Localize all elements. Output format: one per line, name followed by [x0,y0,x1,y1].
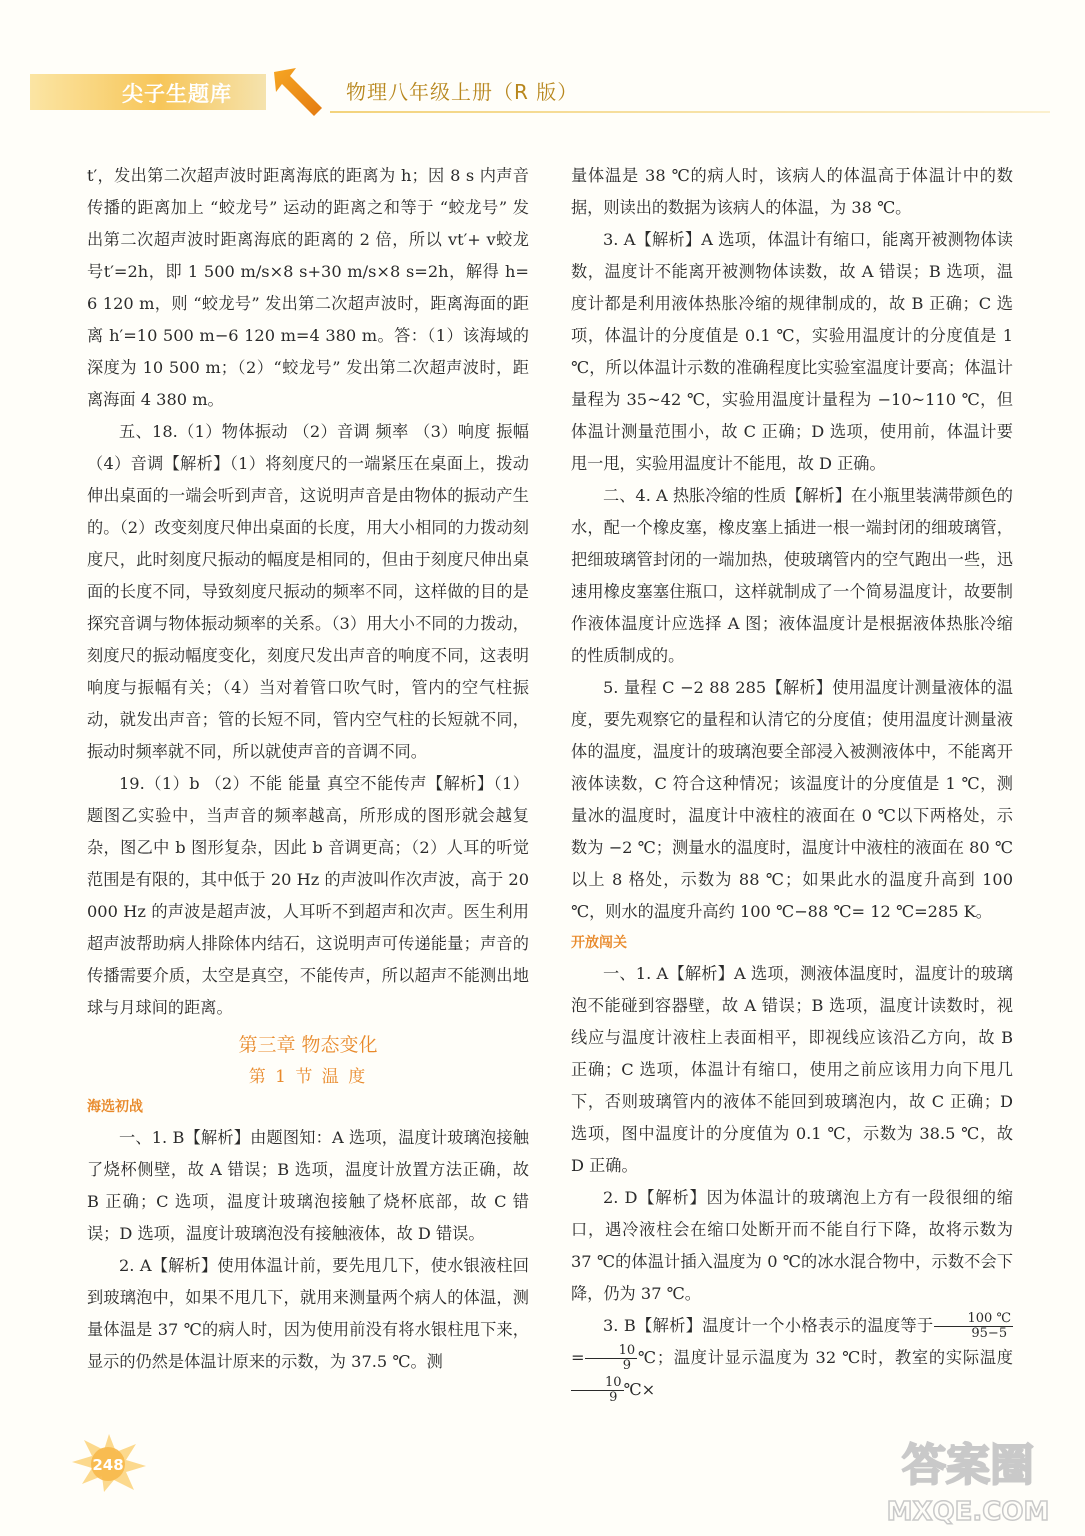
fraction-denominator: 9 [609,1390,618,1405]
watermark-logo [868,1430,1068,1530]
fraction-denominator: 9 [622,1358,631,1373]
subsection-label: 海选初战 [87,1099,143,1115]
brand-label: 尖子生题库 [122,82,232,106]
paragraph: 二、4. A 热胀冷缩的性质【解析】在小瓶里装满带颜色的水，配一个橡皮塞，橡皮塞上插进一根一端封闭的细玻璃管，把细玻璃管封闭的一端加热，使玻璃管内的空气跑出一些，迅速用橡皮塞塞住瓶口，这样就制成了一个简易温度计，故要制作液体温度计应选择 A 图；液体温度计是根据液体热胀冷缩的性质制成的。 [571,486,1013,665]
section-title: 第 1 节 温 度 [248,1067,368,1087]
paragraph-with-fractions [571,1310,1013,1406]
fraction-numerator: 10 [571,1376,624,1391]
page-number-badge [70,1432,148,1494]
paragraph: 19.（1）b （2）不能 能量 真空不能传声【解析】（1）题图乙实验中，当声音的频率越高，所形成的图形就会越复杂，图乙中 b 图形复杂，因此 b 音调更高；（2）人耳的听觉范围是有限的，其中低于 20 Hz 的声波叫作次声波，高于 20 000 Hz 的声波是超声波，人耳听不到超声和次声。医生利用超声波帮助病人排除体内结石，这说明声可传递能量；声音的传播需要介质，太空是真空，不能传声，所以超声不能测出地球与月球间的距离。 [87,774,529,1017]
watermark-text: 答案圈 [902,1440,1034,1491]
paragraph: 5. 量程 C −2 88 285【解析】使用温度计测量液体的温度，要先观察它的量程和认清它的分度值；使用温度计测量液体的温度，温度计的玻璃泡要全部浸入被测液体中，不能离开液体读数，C 符合这种情况；该温度计的分度值是 1 ℃，测量冰的温度时，温度计中液柱的液面在 0 ℃以下两格处，示数为 −2 ℃；测量水的温度时，温度计中液柱的液面在 80 ℃以上 8 格处，示数为 88 ℃；如果此水的温度升高到 100 ℃，则水的温度升高约 100 ℃−88 ℃= 12 ℃=285 K。 [571,678,1013,921]
text-run: = [571,1348,585,1367]
paragraph: 量体温是 38 ℃的病人时，该病人的体温高于体温计中的数据，则读出的数据为该病人的体温，为 38 ℃。 [571,166,1013,217]
fraction [571,1376,624,1405]
page-header [30,70,1060,114]
right-column [571,160,1013,1406]
text-run: ℃；温度计显示温度为 32 ℃时，教室的实际温度 [637,1348,1013,1367]
left-column [87,160,529,1378]
book-title: 物理八年级上册（R 版） [346,80,579,104]
page-number: 248 [92,1456,124,1474]
subsection-label: 开放闯关 [571,935,627,951]
fraction-numerator: 10 [585,1344,638,1359]
fraction [585,1344,638,1373]
arrow-icon [264,66,326,118]
fraction-denominator: 95−5 [971,1326,1008,1341]
brand-banner [30,74,266,110]
paragraph: 2. A【解析】使用体温计前，要先甩几下，使水银液柱回到玻璃泡中，如果不甩几下，就用来测量两个病人的体温，测量体温是 37 ℃的病人时，因为使用前没有将水银柱甩下来，显示的仍然是体温计原来的示数，为 37.5 ℃。测 [87,1256,529,1371]
paragraph: 五、18.（1）物体振动 （2）音调 频率 （3）响度 振幅 （4）音调【解析】（1）将刻度尺的一端紧压在桌面上，拨动伸出桌面的一端会听到声音，这说明声音是由物体的振动产生的。（2）改变刻度尺伸出桌面的长度，用大小相同的力拨动刻度尺，此时刻度尺振动的幅度是相同的，但由于刻度尺伸出桌面的长度不同，导致刻度尺振动的频率不同，这样做的目的是探究音调与物体振动频率的关系。（3）用大小不同的力拨动，刻度尺的振动幅度变化，刻度尺发出声音的响度不同，这表明响度与振幅有关；（4）当对着管口吹气时，管内的空气柱振动，就发出声音；管的长短不同，管内空气柱的长短就不同，振动时频率就不同，所以就使声音的音调不同。 [87,422,529,761]
fraction [934,1312,1014,1341]
text-run: 3. B【解析】温度计一个小格表示的温度等于 [603,1316,934,1335]
paragraph: 一、1. B【解析】由题图知：A 选项，温度计玻璃泡接触了烧杯侧壁，故 A 错误；B 选项，温度计放置方法正确，故 B 正确；C 选项，温度计玻璃泡接触了烧杯底部，故 C 错误；D 选项，温度计玻璃泡没有接触液体，故 D 错误。 [87,1128,529,1243]
chapter-title: 第三章 物态变化 [238,1034,378,1056]
paragraph: 一、1. A【解析】A 选项，测液体温度时，温度计的玻璃泡不能碰到容器壁，故 A 错误；B 选项，温度计读数时，视线应与温度计液柱上表面相平，即视线应该沿乙方向，故 B 正确；C 选项，体温计有缩口，使用之前应该用力向下甩几下，否则玻璃管内的液体不能回到玻璃泡内，故 C 正确；D 选项，图中温度计的分度值为 0.1 ℃，示数为 38.5 ℃，故 D 正确。 [571,964,1013,1175]
header-rule [330,111,1050,113]
paragraph: t′，发出第二次超声波时距离海底的距离为 h；因 8 s 内声音传播的距离加上 “蛟龙号” 运动的距离之和等于 “蛟龙号” 发出第二次超声波时距离海底的距离的 2 倍，所以 vt′+ v蛟龙号t′=2h，即 1 500 m/s×8 s+30 m/s×8 s=2h，解得 h= 6 120 m，则 “蛟龙号” 发出第二次超声波时，距离海面的距离 h′=10 500 m−6 120 m=4 380 m。答：（1）该海域的深度为 10 500 m；（2）“蛟龙号” 发出第二次超声波时，距离海面 4 380 m。 [87,166,529,409]
paragraph: 3. A【解析】A 选项，体温计有缩口，能离开被测物体读数，温度计不能离开被测物体读数，故 A 错误；B 选项，温度计都是利用液体热胀冷缩的规律制成的，故 B 正确；C 选项，体温计的分度值是 0.1 ℃，实验用温度计的分度值是 1 ℃，所以体温计示数的准确程度比实验室温度计要高；体温计量程为 35~42 ℃，实验用温度计量程为 −10~110 ℃，但体温计测量范围小，故 C 正确；D 选项，使用前，体温计要甩一甩，实验用温度计不能甩，故 D 正确。 [571,230,1013,473]
text-run: ℃× [623,1380,656,1399]
paragraph: 2. D【解析】因为体温计的玻璃泡上方有一段很细的缩口，遇冷液柱会在缩口处断开而不能自行下降，故将示数为 37 ℃的体温计插入温度为 0 ℃的冰水混合物中，示数不会下降，仍为 37 ℃。 [571,1188,1013,1303]
watermark-url: MXQE.COM [886,1497,1050,1527]
fraction-numerator: 100 ℃ [934,1312,1014,1327]
